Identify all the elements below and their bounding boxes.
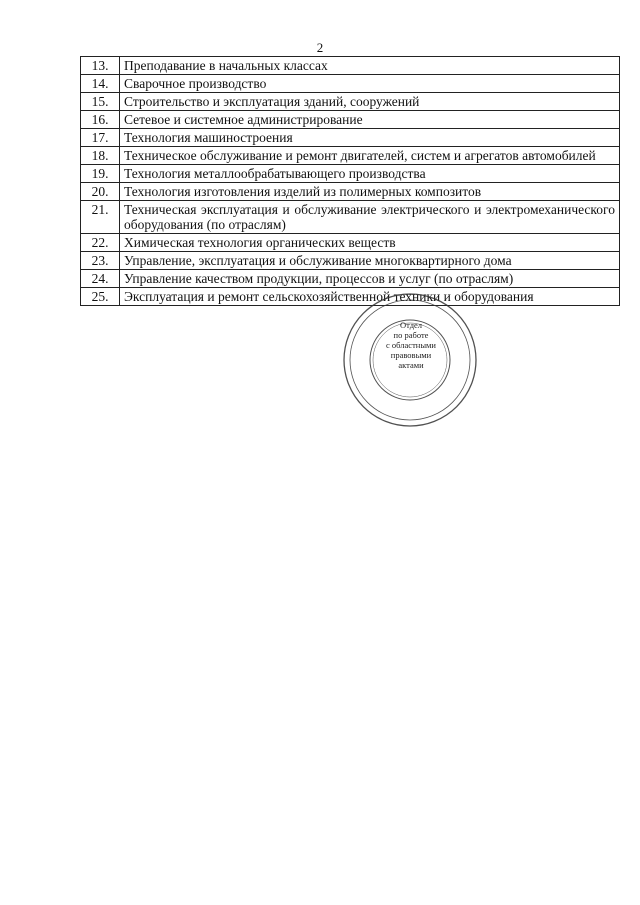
specialty-name: Технология машиностроения: [120, 129, 620, 147]
specialty-name: Преподавание в начальных классах: [120, 57, 620, 75]
table-body: [81, 57, 620, 306]
seal-line: актами: [398, 360, 424, 370]
row-number: 14.: [81, 75, 120, 93]
seal-center-text: [382, 320, 440, 370]
table-row: [81, 93, 620, 111]
specialty-name: Управление, эксплуатация и обслуживание многоквартирного дома: [120, 252, 620, 270]
specialty-name: Сварочное производство: [120, 75, 620, 93]
row-number: 16.: [81, 111, 120, 129]
specialty-name: Химическая технология органических веществ: [120, 234, 620, 252]
table-row: [81, 147, 620, 165]
table-row: [81, 183, 620, 201]
specialty-name: Техническое обслуживание и ремонт двигателей, систем и агрегатов автомобилей: [120, 147, 620, 165]
table-row: [81, 270, 620, 288]
specialty-name: Сетевое и системное администрирование: [120, 111, 620, 129]
row-number: 13.: [81, 57, 120, 75]
row-number: 22.: [81, 234, 120, 252]
table-row: [81, 111, 620, 129]
specialty-name: Технология металлообрабатывающего производства: [120, 165, 620, 183]
table-row: [81, 252, 620, 270]
row-number: 23.: [81, 252, 120, 270]
table-row: [81, 129, 620, 147]
row-number: 15.: [81, 93, 120, 111]
seal-line: с областными: [386, 340, 436, 350]
row-number: 25.: [81, 288, 120, 306]
table-row: [81, 57, 620, 75]
specialties-table: [80, 56, 620, 306]
specialty-name: Эксплуатация и ремонт сельскохозяйственной техники и оборудования: [120, 288, 620, 306]
page-number: 2: [316, 40, 324, 55]
row-number: 21.: [81, 201, 120, 234]
table-row: [81, 201, 620, 234]
row-number: 18.: [81, 147, 120, 165]
row-number: 19.: [81, 165, 120, 183]
specialty-name: Строительство и эксплуатация зданий, сооружений: [120, 93, 620, 111]
row-number: 17.: [81, 129, 120, 147]
row-number: 20.: [81, 183, 120, 201]
seal-line: Отдел: [399, 320, 423, 330]
table-row: [81, 234, 620, 252]
table-row: [81, 165, 620, 183]
table-row: [81, 75, 620, 93]
seal-line: правовыми: [390, 350, 432, 360]
specialty-name: Технология изготовления изделий из полимерных композитов: [120, 183, 620, 201]
row-number: 24.: [81, 270, 120, 288]
specialty-name: Техническая эксплуатация и обслуживание электрического и электромеханического оборудования (по отраслям): [120, 201, 620, 234]
specialty-name: Управление качеством продукции, процессов и услуг (по отраслям): [120, 270, 620, 288]
seal-line: по работе: [393, 330, 429, 340]
